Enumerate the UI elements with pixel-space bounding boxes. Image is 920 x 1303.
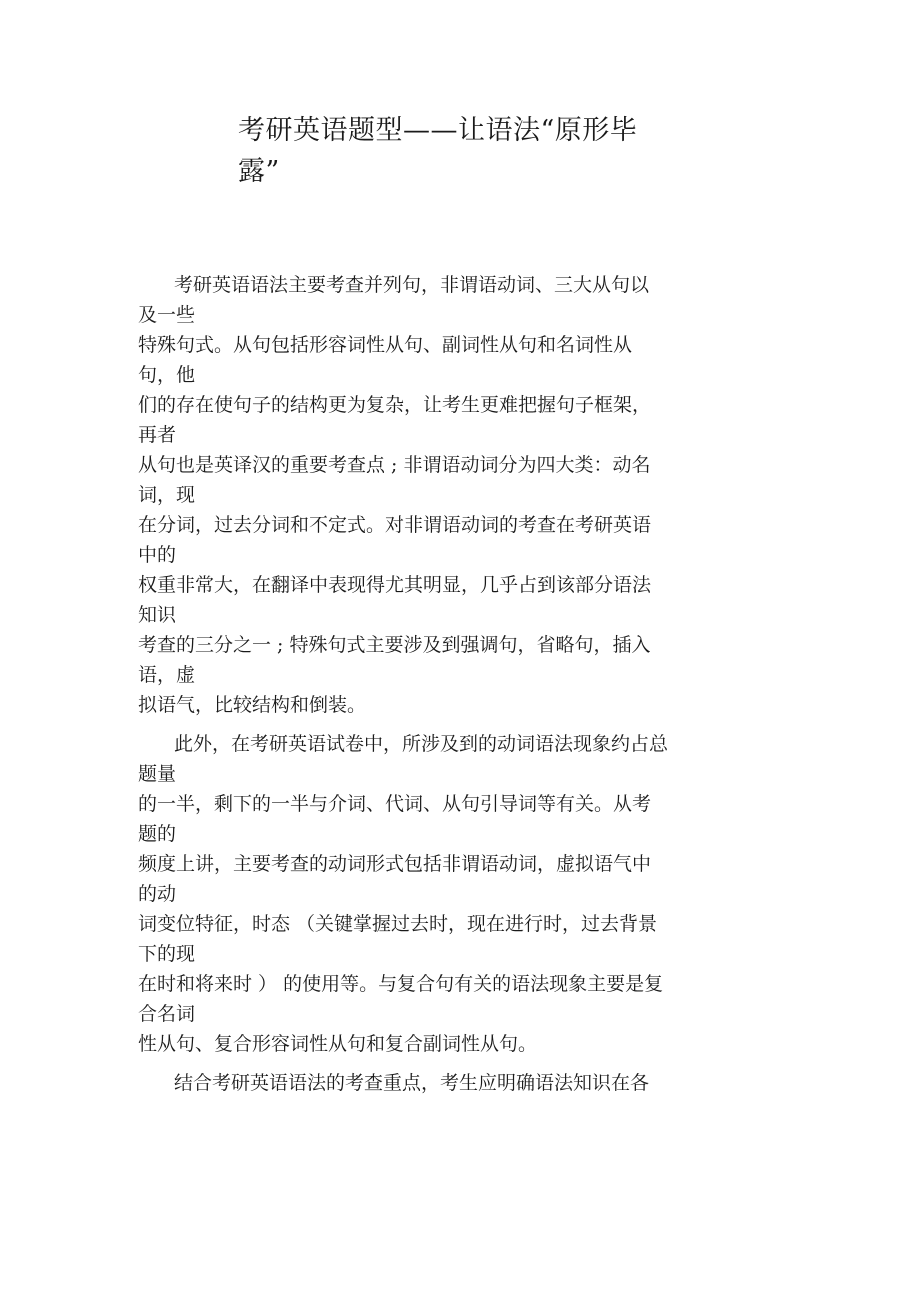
title-line: 露” [238, 156, 280, 187]
text-line: 拟语气，比较结构和倒装。 [138, 694, 367, 716]
text-line: 们的存在使句子的结构更为复杂，让考生更难把握句子框架， [138, 394, 652, 416]
document-title [238, 110, 698, 192]
text-line: 从句也是英译汉的重要考查点 ; 非谓语动词分为四大类：动名 [138, 454, 651, 476]
text-line: 再者 [138, 424, 177, 446]
text-line: 题量 [138, 763, 177, 785]
text-line: 知识 [138, 604, 177, 626]
text-line: 特殊句式。从句包括形容词性从句、副词性从句和名词性从 [138, 334, 633, 356]
text-line: 性从句、复合形容词性从句和复合副词性从句。 [138, 1033, 538, 1055]
text-line: 考查的三分之一 ; 特殊句式主要涉及到强调句，省略句，插入 [138, 634, 651, 656]
text-line: 在分词，过去分词和不定式。对非谓语动词的考查在考研英语 [138, 514, 652, 536]
text-line: 考研英语语法主要考查并列句，非谓语动词、三大从句以 [174, 274, 650, 296]
text-line: 题的 [138, 823, 177, 845]
text-line: 及一些 [138, 304, 196, 326]
text-line: 频度上讲，主要考查的动词形式包括非谓语动词，虚拟语气中 [138, 853, 652, 875]
text-line: 在时和将来时 ） 的使用等。与复合句有关的语法现象主要是复 [138, 973, 664, 995]
text-line: 此外，在考研英语试卷中，所涉及到的动词语法现象约占总 [174, 733, 669, 755]
text-line: 语，虚 [138, 664, 196, 686]
paragraph-3 [138, 1068, 738, 1098]
text-line: 合名词 [138, 1003, 196, 1025]
paragraph-1 [138, 270, 738, 720]
title-line: 考研英语题型——让语法“原形毕 [238, 115, 638, 146]
text-line: 的动 [138, 883, 177, 905]
text-line: 句，他 [138, 364, 196, 386]
paragraph-2 [138, 729, 738, 1059]
text-line: 结合考研英语语法的考查重点，考生应明确语法知识在各 [174, 1072, 650, 1094]
text-line: 下的现 [138, 943, 196, 965]
document-body [138, 270, 738, 1107]
text-line: 词变位特征，时态 （关键掌握过去时，现在进行时，过去背景 [138, 913, 658, 935]
text-line: 中的 [138, 544, 177, 566]
text-line: 权重非常大，在翻译中表现得尤其明显，几乎占到该部分语法 [138, 574, 652, 596]
text-line: 的一半，剩下的一半与介词、代词、从句引导词等有关。从考 [138, 793, 652, 815]
text-line: 词，现 [138, 484, 196, 506]
